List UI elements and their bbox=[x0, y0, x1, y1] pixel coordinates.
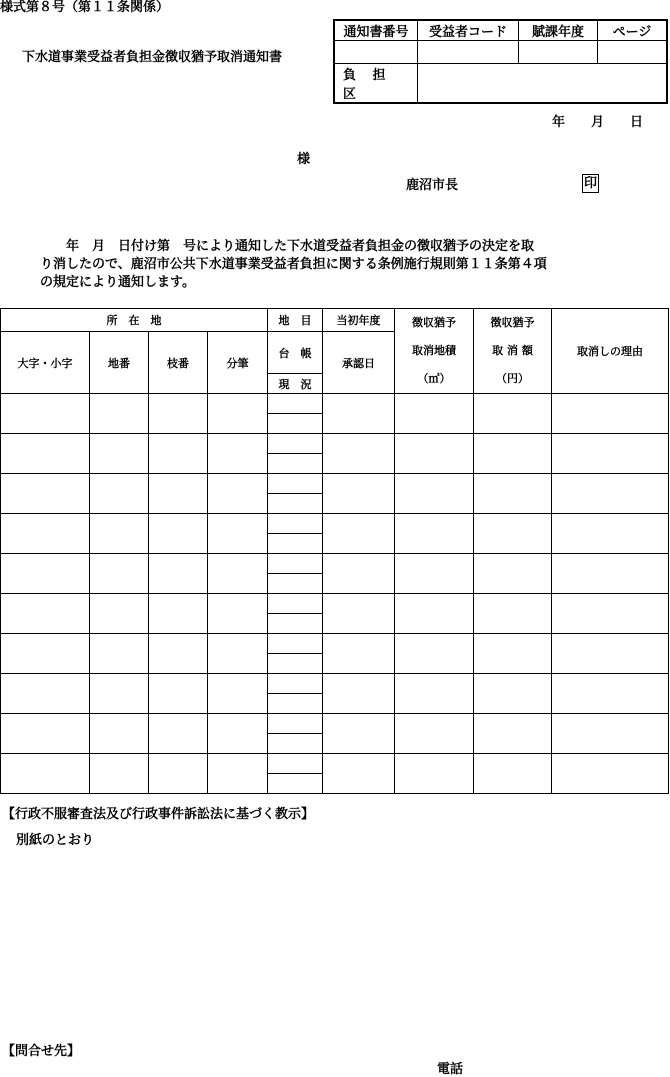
entry-registry-cell bbox=[268, 394, 323, 414]
lot-number-header: 地番 bbox=[90, 332, 149, 394]
entry-cell bbox=[474, 754, 552, 794]
entry-registry-cell bbox=[268, 474, 323, 494]
cancel-amount-line-1: 徴収猶予 bbox=[490, 316, 535, 329]
entry-cell bbox=[90, 474, 149, 514]
entry-cell bbox=[323, 594, 395, 634]
burden-district-label: 負 担 区 bbox=[334, 64, 418, 104]
area-name-header: 大字・小字 bbox=[1, 332, 90, 394]
entry-cell bbox=[1, 754, 90, 794]
entry-cell bbox=[395, 594, 474, 634]
entry-cell bbox=[149, 554, 208, 594]
cancel-amount-header bbox=[474, 309, 552, 394]
entry-row bbox=[1, 434, 669, 454]
entry-cell bbox=[323, 674, 395, 714]
cancel-reason-header: 取消しの理由 bbox=[552, 309, 669, 394]
entry-registry-cell bbox=[268, 554, 323, 574]
entry-cell bbox=[552, 594, 669, 634]
entry-cell bbox=[1, 514, 90, 554]
entry-cell bbox=[552, 474, 669, 514]
entry-row bbox=[1, 474, 669, 494]
entry-cell bbox=[208, 754, 268, 794]
entry-cell bbox=[208, 714, 268, 754]
entry-cell bbox=[90, 594, 149, 634]
entry-cell bbox=[1, 714, 90, 754]
entry-cell bbox=[395, 554, 474, 594]
form-label: 様式第８号（第１１条関係） bbox=[0, 0, 170, 15]
entry-cell bbox=[395, 434, 474, 474]
entry-cell bbox=[149, 634, 208, 674]
cancel-area-unit: （㎡） bbox=[417, 372, 451, 385]
entry-cell bbox=[1, 434, 90, 474]
notice-header-table bbox=[333, 19, 668, 104]
entry-row bbox=[1, 394, 669, 414]
body-line-3: の規定により通知します。 bbox=[40, 275, 195, 290]
entry-cell bbox=[323, 514, 395, 554]
entry-cell bbox=[474, 594, 552, 634]
entry-cell bbox=[90, 754, 149, 794]
registry-header: 台 帳 bbox=[268, 332, 323, 374]
entry-cell bbox=[552, 434, 669, 474]
entry-cell bbox=[323, 634, 395, 674]
entry-cell bbox=[552, 514, 669, 554]
entry-cell bbox=[474, 674, 552, 714]
entry-cell bbox=[474, 474, 552, 514]
entry-cell bbox=[395, 394, 474, 434]
notice-number-label: 通知書番号 bbox=[334, 20, 418, 41]
entry-cell bbox=[474, 394, 552, 434]
cancel-amount-unit: （円） bbox=[496, 372, 529, 385]
entry-cell bbox=[1, 554, 90, 594]
subdivision-header: 分筆 bbox=[208, 332, 268, 394]
entry-row bbox=[1, 554, 669, 574]
entry-cell bbox=[474, 514, 552, 554]
entry-registry-cell bbox=[268, 594, 323, 614]
appeal-text: 別紙のとおり bbox=[16, 833, 95, 848]
seal-box bbox=[582, 177, 599, 190]
sub-lot-header: 枝番 bbox=[149, 332, 208, 394]
entry-status-cell bbox=[268, 574, 323, 594]
entry-cell bbox=[552, 554, 669, 594]
entry-cell bbox=[208, 434, 268, 474]
entry-cell bbox=[208, 634, 268, 674]
entry-cell bbox=[552, 754, 669, 794]
entry-cell bbox=[474, 634, 552, 674]
phone-label: 電話 bbox=[437, 1062, 464, 1077]
entry-status-cell bbox=[268, 454, 323, 474]
assessment-year-label: 賦課年度 bbox=[519, 20, 598, 41]
entry-cell bbox=[1, 394, 90, 434]
cancel-area-line-1: 徴収猶予 bbox=[412, 316, 456, 329]
cancel-area-line-2: 取消地積 bbox=[412, 344, 456, 357]
entry-cell bbox=[323, 754, 395, 794]
entry-cell bbox=[323, 474, 395, 514]
deferral-detail-table bbox=[0, 308, 669, 794]
land-category-header: 地 目 bbox=[268, 309, 323, 332]
entry-cell bbox=[208, 594, 268, 634]
entry-cell bbox=[474, 714, 552, 754]
entry-cell bbox=[395, 634, 474, 674]
entry-cell bbox=[149, 594, 208, 634]
entry-registry-cell bbox=[268, 634, 323, 654]
assessment-year-value bbox=[519, 41, 598, 64]
entry-cell bbox=[395, 714, 474, 754]
body-line-1: 年 月 日付け第 号により通知した下水道受益者負担金の徴収猶予の決定を取 bbox=[40, 239, 535, 254]
entry-registry-cell bbox=[268, 714, 323, 734]
entry-cell bbox=[90, 434, 149, 474]
entry-status-cell bbox=[268, 494, 323, 514]
entry-row bbox=[1, 634, 669, 654]
entry-cell bbox=[90, 514, 149, 554]
entry-cell bbox=[1, 634, 90, 674]
beneficiary-code-label: 受益者コード bbox=[418, 20, 519, 41]
entry-cell bbox=[552, 674, 669, 714]
entry-status-cell bbox=[268, 694, 323, 714]
entry-cell bbox=[149, 514, 208, 554]
entry-registry-cell bbox=[268, 674, 323, 694]
entry-cell bbox=[149, 754, 208, 794]
entry-cell bbox=[149, 434, 208, 474]
entry-cell bbox=[208, 474, 268, 514]
entry-cell bbox=[90, 634, 149, 674]
entry-cell bbox=[149, 674, 208, 714]
entry-cell bbox=[1, 474, 90, 514]
entry-cell bbox=[323, 554, 395, 594]
initial-year-header: 当初年度 bbox=[323, 309, 395, 332]
entry-status-cell bbox=[268, 614, 323, 634]
entry-cell bbox=[1, 674, 90, 714]
entry-cell bbox=[208, 394, 268, 434]
body-paragraph bbox=[40, 238, 547, 292]
entry-row bbox=[1, 714, 669, 734]
document-title: 下水道事業受益者負担金徴収猶予取消通知書 bbox=[22, 50, 283, 65]
entry-cell bbox=[323, 714, 395, 754]
entry-cell bbox=[323, 394, 395, 434]
entry-cell bbox=[208, 514, 268, 554]
entry-status-cell bbox=[268, 534, 323, 554]
issuer-name: 鹿沼市長 bbox=[406, 178, 459, 193]
entry-cell bbox=[149, 394, 208, 434]
entry-cell bbox=[552, 634, 669, 674]
entry-row bbox=[1, 514, 669, 534]
body-line-2: り消したので、鹿沼市公共下水道事業受益者負担に関する条例施行規則第１１条第４項 bbox=[40, 257, 547, 272]
entry-cell bbox=[1, 594, 90, 634]
contact-heading: 【問合せ先】 bbox=[2, 1044, 81, 1059]
entry-cell bbox=[90, 554, 149, 594]
addressee-suffix: 様 bbox=[297, 152, 311, 167]
entry-cell bbox=[90, 674, 149, 714]
entry-status-cell bbox=[268, 734, 323, 754]
entry-cell bbox=[90, 714, 149, 754]
burden-district-value bbox=[418, 64, 668, 104]
seal-mark: 印 bbox=[584, 176, 598, 191]
page-label: ページ bbox=[598, 20, 668, 41]
entry-registry-cell bbox=[268, 434, 323, 454]
entry-cell bbox=[552, 394, 669, 434]
entry-registry-cell bbox=[268, 754, 323, 774]
entry-row bbox=[1, 754, 669, 774]
entry-cell bbox=[552, 714, 669, 754]
entry-cell bbox=[395, 674, 474, 714]
entry-cell bbox=[323, 434, 395, 474]
entry-cell bbox=[208, 554, 268, 594]
entry-row bbox=[1, 594, 669, 614]
entry-registry-cell bbox=[268, 514, 323, 534]
entry-cell bbox=[395, 514, 474, 554]
entry-row bbox=[1, 674, 669, 694]
entry-cell bbox=[149, 714, 208, 754]
entry-cell bbox=[395, 754, 474, 794]
location-header: 所 在 地 bbox=[1, 309, 268, 332]
entry-cell bbox=[149, 474, 208, 514]
cancel-area-header bbox=[395, 309, 474, 394]
cancel-amount-line-2: 取 消 額 bbox=[492, 344, 533, 357]
beneficiary-code-value bbox=[418, 41, 519, 64]
entry-status-cell bbox=[268, 414, 323, 434]
date-line: 年 月 日 bbox=[552, 115, 644, 130]
entry-status-cell bbox=[268, 654, 323, 674]
page-value bbox=[598, 41, 668, 64]
entry-cell bbox=[474, 434, 552, 474]
notice-number-value bbox=[334, 41, 418, 64]
entry-cell bbox=[395, 474, 474, 514]
entry-cell bbox=[208, 674, 268, 714]
approval-date-header: 承認日 bbox=[323, 332, 395, 394]
appeal-heading: 【行政不服審査法及び行政事件訴訟法に基づく教示】 bbox=[2, 807, 315, 822]
entry-status-cell bbox=[268, 774, 323, 794]
entry-cell bbox=[474, 554, 552, 594]
current-status-header: 現 況 bbox=[268, 374, 323, 394]
entry-cell bbox=[90, 394, 149, 434]
